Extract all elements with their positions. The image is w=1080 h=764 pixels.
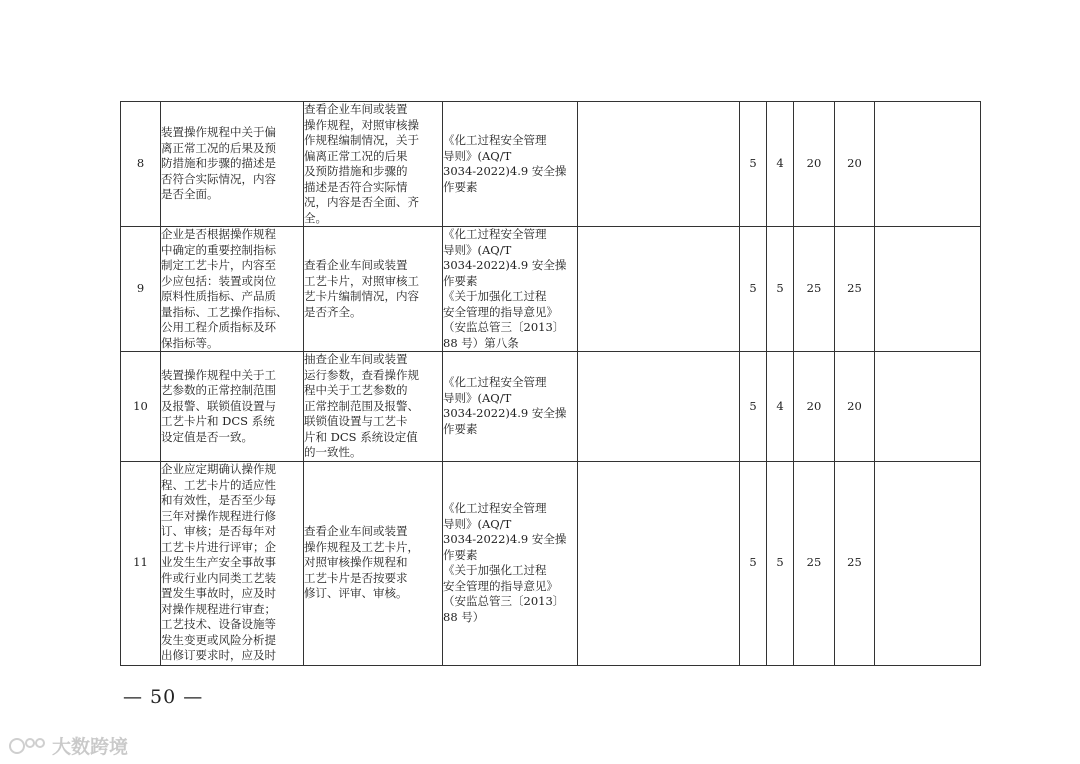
check-method-line: 修订、评审、审核。 — [304, 586, 408, 601]
check-item — [161, 461, 304, 665]
score-cell: 25 — [794, 461, 835, 665]
check-basis-line: （安监总管三〔2013〕 — [443, 320, 565, 334]
check-basis-line: 作要素 — [443, 547, 478, 562]
empty-cell — [578, 102, 740, 227]
empty-cell — [875, 102, 981, 227]
check-item-line: 量指标、工艺操作指标、 — [161, 304, 288, 319]
check-item-line: 否符合实际情况，内容 — [161, 171, 276, 186]
check-method-line: 查看企业车间或装置 — [304, 524, 408, 539]
check-item-line: 公用工程介质指标及环 — [161, 320, 276, 334]
check-item-line: 工艺卡片进行评审；企 — [161, 539, 276, 554]
score-cell: 5 — [740, 352, 767, 462]
score-cell: 20 — [794, 102, 835, 227]
check-item-line: 艺参数的正常控制范围 — [161, 383, 276, 397]
check-basis-line: 安全管理的指导意见》 — [443, 304, 558, 319]
check-item — [161, 102, 304, 227]
score-cell: 20 — [794, 352, 835, 462]
check-item-line: 工艺卡片和 DCS 系统 — [161, 414, 275, 428]
check-item-line: 中确定的重要控制指标 — [161, 242, 276, 257]
check-basis-line: 88 号） — [443, 609, 485, 624]
score-cell: 25 — [835, 461, 875, 665]
row-number: 11 — [121, 461, 161, 665]
check-item-line: 订、审核；是否每年对 — [161, 524, 276, 539]
check-item-line: 工艺技术、设备设施等 — [161, 617, 276, 632]
score-cell: 5 — [767, 461, 794, 665]
check-item-line: 对操作规程进行审查； — [161, 601, 276, 616]
check-basis-line: 3034-2022)4.9 安全操 — [443, 164, 567, 178]
check-method-line: 工艺卡片，对照审核工 — [304, 273, 419, 288]
check-method-line: 是否齐全。 — [304, 304, 362, 319]
check-item-line: 防措施和步骤的描述是 — [161, 156, 276, 171]
score-cell: 4 — [767, 102, 794, 227]
check-item — [161, 227, 304, 352]
check-basis-line: 3034-2022)4.9 安全操 — [443, 532, 567, 546]
check-method-line: 联锁值设置与工艺卡 — [304, 414, 408, 428]
check-basis-line: 导则》(AQ/T — [443, 242, 512, 257]
check-basis-line: 《化工过程安全管理 — [443, 133, 547, 147]
check-method — [304, 352, 443, 462]
check-method-line: 况，内容是否全面、齐 — [304, 195, 419, 209]
check-item-line: 原料性质指标、产品质 — [161, 289, 276, 303]
check-method-line: 操作规程及工艺卡片， — [304, 539, 419, 554]
check-item-line: 企业是否根据操作规程 — [161, 227, 276, 241]
check-method-line: 查看企业车间或装置 — [304, 258, 408, 272]
check-method-line: 描述是否符合实际情 — [304, 179, 408, 194]
check-item-line: 制定工艺卡片，内容至 — [161, 258, 276, 272]
check-basis-line: 导则》(AQ/T — [443, 390, 512, 405]
check-item-line: 置发生事故时，应及时 — [161, 586, 276, 601]
watermark — [8, 732, 128, 759]
score-cell: 5 — [740, 102, 767, 227]
check-method-line: 对照审核操作规程和 — [304, 555, 408, 570]
check-item-line: 保指标等。 — [161, 335, 219, 350]
score-cell: 5 — [740, 227, 767, 352]
row-number: 8 — [121, 102, 161, 227]
check-basis — [443, 227, 578, 352]
check-basis-line: 作要素 — [443, 179, 478, 194]
check-basis-line: 《关于加强化工过程 — [443, 289, 547, 303]
table-row — [121, 352, 981, 462]
checklist-table — [120, 101, 981, 666]
check-basis-line: （安监总管三〔2013〕 — [443, 594, 565, 608]
check-method-line: 作规程编制情况，关于 — [304, 133, 419, 147]
check-method — [304, 227, 443, 352]
check-basis-line: 88 号）第八条 — [443, 335, 519, 350]
check-item — [161, 352, 304, 462]
check-item-line: 程、工艺卡片的适应性 — [161, 477, 276, 492]
check-item-line: 少应包括：装置或岗位 — [161, 273, 276, 288]
score-cell: 25 — [794, 227, 835, 352]
row-number: 9 — [121, 227, 161, 352]
check-basis-line: 《化工过程安全管理 — [443, 375, 547, 390]
empty-cell — [578, 227, 740, 352]
check-basis-line: 作要素 — [443, 273, 478, 288]
check-basis-line: 作要素 — [443, 421, 478, 436]
check-item-line: 设定值是否一致。 — [161, 429, 253, 444]
check-method-line: 艺卡片编制情况，内容 — [304, 289, 419, 303]
check-basis-line: 3034-2022)4.9 安全操 — [443, 258, 567, 272]
check-basis — [443, 461, 578, 665]
check-item-line: 出修订要求时，应及时 — [161, 648, 276, 663]
table-row — [121, 102, 981, 227]
check-item-line: 离正常工况的后果及预 — [161, 140, 276, 155]
watermark-logo-icon — [8, 735, 48, 757]
check-item-line: 业发生生产安全事故事 — [161, 555, 276, 570]
check-item-line: 件或行业内同类工艺装 — [161, 570, 276, 585]
score-cell: 20 — [835, 352, 875, 462]
empty-cell — [875, 352, 981, 462]
check-method-line: 及预防措施和步骤的 — [304, 164, 408, 178]
check-item-line: 三年对操作规程进行修 — [161, 508, 276, 523]
check-method-line: 运行参数，查看操作规 — [304, 367, 419, 382]
check-method-line: 工艺卡片是否按要求 — [304, 570, 408, 585]
row-number: 10 — [121, 352, 161, 462]
check-item-line: 及报警、联锁值设置与 — [161, 398, 276, 413]
check-method-line: 偏离正常工况的后果 — [304, 148, 408, 163]
check-method — [304, 461, 443, 665]
check-item-line: 企业应定期确认操作规 — [161, 462, 276, 477]
check-basis — [443, 102, 578, 227]
check-method-line: 全。 — [304, 210, 327, 225]
check-item-line: 发生变更或风险分析提 — [161, 632, 276, 647]
empty-cell — [875, 227, 981, 352]
check-basis — [443, 352, 578, 462]
check-basis-line: 安全管理的指导意见》 — [443, 578, 558, 593]
check-method-line: 程中关于工艺参数的 — [304, 383, 408, 397]
check-item-line: 装置操作规程中关于工 — [161, 367, 276, 382]
score-cell: 5 — [767, 227, 794, 352]
check-basis-line: 《化工过程安全管理 — [443, 501, 547, 515]
page-number: — 50 — — [123, 686, 204, 708]
check-item-line: 是否全面。 — [161, 187, 219, 202]
check-method-line: 的一致性。 — [304, 445, 362, 459]
score-cell: 5 — [740, 461, 767, 665]
score-cell: 25 — [835, 227, 875, 352]
check-basis-line: 《关于加强化工过程 — [443, 563, 547, 577]
check-basis-line: 《化工过程安全管理 — [443, 227, 547, 241]
table-row — [121, 461, 981, 665]
empty-cell — [578, 352, 740, 462]
check-method-line: 查看企业车间或装置 — [304, 102, 408, 116]
check-basis-line: 导则》(AQ/T — [443, 516, 512, 531]
check-basis-line: 导则》(AQ/T — [443, 148, 512, 163]
check-basis-line: 3034-2022)4.9 安全操 — [443, 406, 567, 421]
check-method — [304, 102, 443, 227]
check-method-line: 抽查企业车间或装置 — [304, 352, 408, 366]
check-method-line: 正常控制范围及报警、 — [304, 398, 419, 413]
score-cell: 4 — [767, 352, 794, 462]
check-method-line: 操作规程，对照审核操 — [304, 117, 419, 132]
empty-cell — [578, 461, 740, 665]
watermark-text: 大数跨境 — [52, 736, 129, 758]
check-item-line: 装置操作规程中关于偏 — [161, 125, 276, 140]
empty-cell — [875, 461, 981, 665]
score-cell: 20 — [835, 102, 875, 227]
table-row — [121, 227, 981, 352]
check-method-line: 片和 DCS 系统设定值 — [304, 429, 418, 444]
check-item-line: 和有效性，是否至少每 — [161, 493, 276, 508]
